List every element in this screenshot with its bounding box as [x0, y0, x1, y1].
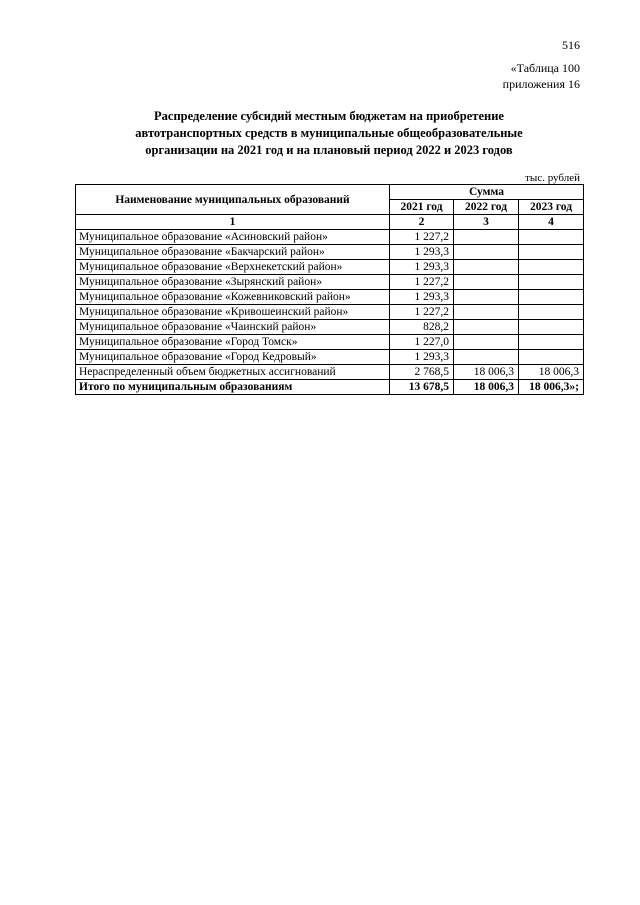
- column-number: 2: [390, 215, 454, 230]
- column-number: 4: [519, 215, 584, 230]
- table-ref-line1: «Таблица 100: [510, 61, 580, 75]
- header-name: Наименование муниципальных образований: [76, 185, 390, 215]
- row-value-2022: 18 006,3: [454, 365, 519, 380]
- header-sum: Сумма: [390, 185, 584, 200]
- row-name: Муниципальное образование «Бакчарский район»: [76, 245, 390, 260]
- header-year-2021: 2021 год: [390, 200, 454, 215]
- table-ref-line2: приложения 16: [502, 77, 580, 91]
- row-value-2021: 1 293,3: [390, 245, 454, 260]
- row-value-2021: 828,2: [390, 320, 454, 335]
- row-value-2023: [519, 350, 584, 365]
- row-name: Муниципальное образование «Кожевниковский район»: [76, 290, 390, 305]
- row-value-2021: 1 293,3: [390, 350, 454, 365]
- row-value-2022: [454, 260, 519, 275]
- table-row: [76, 245, 584, 260]
- row-name: Муниципальное образование «Верхнекетский район»: [76, 260, 390, 275]
- row-value-2021: 2 768,5: [390, 365, 454, 380]
- column-number: 1: [76, 215, 390, 230]
- row-value-2023: [519, 305, 584, 320]
- row-value-2023: [519, 290, 584, 305]
- row-name: Муниципальное образование «Зырянский район»: [76, 275, 390, 290]
- row-value-2022: [454, 350, 519, 365]
- row-value-2023: 18 006,3: [519, 365, 584, 380]
- column-number: 3: [454, 215, 519, 230]
- row-value-2023: [519, 260, 584, 275]
- total-row: [76, 380, 584, 395]
- row-name: Нераспределенный объем бюджетных ассигнований: [76, 365, 390, 380]
- row-value-2022: [454, 245, 519, 260]
- document-title: [75, 108, 583, 159]
- row-value-2021: 1 227,2: [390, 275, 454, 290]
- row-value-2023: [519, 335, 584, 350]
- title-line-3: организации на 2021 год и на плановый период 2022 и 2023 годов: [145, 143, 513, 157]
- total-value-2022: 18 006,3: [454, 380, 519, 395]
- row-value-2022: [454, 335, 519, 350]
- row-value-2021: 1 227,0: [390, 335, 454, 350]
- total-name: Итого по муниципальным образованиям: [76, 380, 390, 395]
- row-value-2022: [454, 290, 519, 305]
- row-value-2021: 1 227,2: [390, 305, 454, 320]
- row-name: Муниципальное образование «Асиновский район»: [76, 230, 390, 245]
- row-value-2022: [454, 305, 519, 320]
- total-value-2023: 18 006,3»;: [519, 380, 584, 395]
- total-value-2021: 13 678,5: [390, 380, 454, 395]
- page-number: 516: [562, 38, 580, 52]
- row-value-2022: [454, 320, 519, 335]
- row-name: Муниципальное образование «Чаинский район»: [76, 320, 390, 335]
- title-line-2: автотранспортных средств в муниципальные общеобразовательные: [135, 126, 523, 140]
- row-value-2023: [519, 275, 584, 290]
- table-row: [76, 260, 584, 275]
- table-row: [76, 320, 584, 335]
- header-year-2022: 2022 год: [454, 200, 519, 215]
- row-value-2021: 1 227,2: [390, 230, 454, 245]
- table-row: [76, 335, 584, 350]
- row-value-2022: [454, 275, 519, 290]
- units-label: тыс. рублей: [525, 172, 580, 184]
- row-value-2021: 1 293,3: [390, 290, 454, 305]
- row-name: Муниципальное образование «Город Кедровый»: [76, 350, 390, 365]
- table-reference: [503, 60, 580, 92]
- row-value-2021: 1 293,3: [390, 260, 454, 275]
- row-value-2023: [519, 245, 584, 260]
- row-value-2022: [454, 230, 519, 245]
- title-line-1: Распределение субсидий местным бюджетам на приобретение: [154, 109, 504, 123]
- table-row: [76, 365, 584, 380]
- table-row: [76, 305, 584, 320]
- row-value-2023: [519, 320, 584, 335]
- subsidy-table: [75, 184, 584, 395]
- table-row: [76, 230, 584, 245]
- row-name: Муниципальное образование «Кривошеинский район»: [76, 305, 390, 320]
- table-row: [76, 290, 584, 305]
- table-row: [76, 350, 584, 365]
- table-row: [76, 275, 584, 290]
- header-year-2023: 2023 год: [519, 200, 584, 215]
- row-value-2023: [519, 230, 584, 245]
- row-name: Муниципальное образование «Город Томск»: [76, 335, 390, 350]
